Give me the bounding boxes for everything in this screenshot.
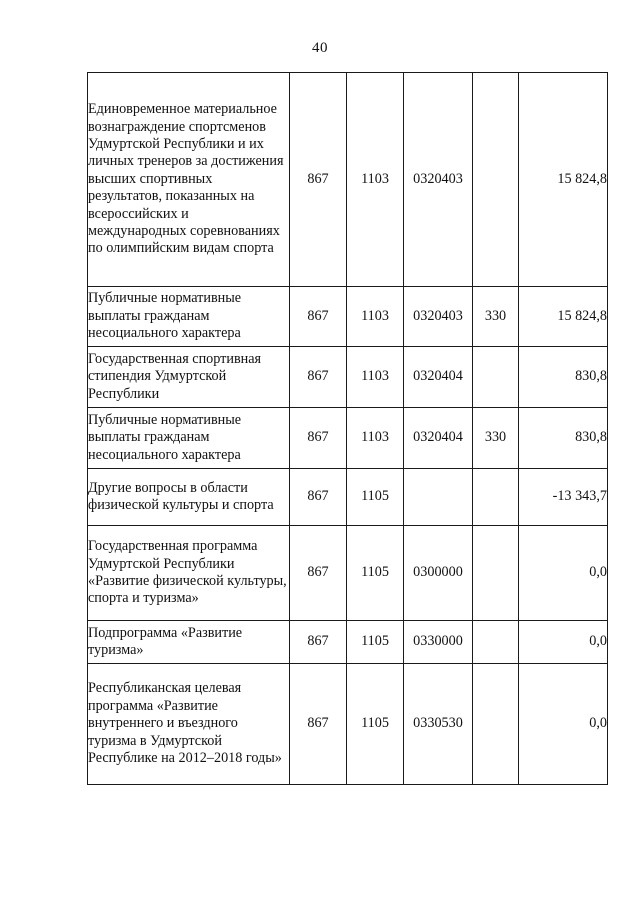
row-section-code: 1103 [347, 73, 404, 287]
row-expense-code [473, 526, 519, 621]
row-amount: 830,8 [519, 408, 608, 469]
table-row [88, 287, 608, 347]
row-target-code: 0330530 [404, 664, 473, 785]
row-amount: 0,0 [519, 621, 608, 664]
row-name: Государственная спортивная стипендия Удмуртской Республики [88, 347, 290, 408]
table-row [88, 621, 608, 664]
row-expense-code [473, 664, 519, 785]
row-admin-code: 867 [290, 469, 347, 526]
row-amount: 830,8 [519, 347, 608, 408]
table-row [88, 526, 608, 621]
row-target-code: 0320404 [404, 347, 473, 408]
row-target-code: 0320403 [404, 287, 473, 347]
row-admin-code: 867 [290, 408, 347, 469]
row-section-code: 1105 [347, 469, 404, 526]
row-admin-code: 867 [290, 347, 347, 408]
row-section-code: 1103 [347, 408, 404, 469]
row-target-code: 0320403 [404, 73, 473, 287]
row-name: Государственная программа Удмуртской Республики «Развитие физической культуры, спорта и туризма» [88, 526, 290, 621]
row-expense-code [473, 73, 519, 287]
row-name: Публичные нормативные выплаты гражданам несоциального характера [88, 287, 290, 347]
row-name: Другие вопросы в области физической культуры и спорта [88, 469, 290, 526]
row-target-code [404, 469, 473, 526]
row-name: Республиканская целевая программа «Развитие внутреннего и въездного туризма в Удмуртской Республике на 2012–2018 годы» [88, 664, 290, 785]
row-section-code: 1103 [347, 287, 404, 347]
page-number: 40 [312, 40, 328, 56]
row-expense-code [473, 469, 519, 526]
row-section-code: 1105 [347, 526, 404, 621]
row-name: Публичные нормативные выплаты гражданам несоциального характера [88, 408, 290, 469]
table-row [88, 469, 608, 526]
row-section-code: 1105 [347, 664, 404, 785]
row-section-code: 1103 [347, 347, 404, 408]
row-target-code: 0320404 [404, 408, 473, 469]
row-admin-code: 867 [290, 664, 347, 785]
row-expense-code: 330 [473, 287, 519, 347]
row-amount: 0,0 [519, 664, 608, 785]
row-expense-code [473, 621, 519, 664]
row-amount: -13 343,7 [519, 469, 608, 526]
table-row [88, 73, 608, 287]
table-row [88, 664, 608, 785]
row-name: Единовременное материальное вознаграждение спортсменов Удмуртской Республики и их личных тренеров за достижения высших спортивных результатов, показанных на всероссийских и международных соревнованиях по олимпийским видам спорта [88, 73, 290, 287]
row-amount: 0,0 [519, 526, 608, 621]
row-target-code: 0330000 [404, 621, 473, 664]
row-admin-code: 867 [290, 526, 347, 621]
row-expense-code: 330 [473, 408, 519, 469]
row-admin-code: 867 [290, 73, 347, 287]
budget-table [87, 72, 608, 785]
row-expense-code [473, 347, 519, 408]
table-row [88, 347, 608, 408]
row-admin-code: 867 [290, 287, 347, 347]
row-section-code: 1105 [347, 621, 404, 664]
row-admin-code: 867 [290, 621, 347, 664]
row-amount: 15 824,8 [519, 287, 608, 347]
row-amount: 15 824,8 [519, 73, 608, 287]
row-name: Подпрограмма «Развитие туризма» [88, 621, 290, 664]
row-target-code: 0300000 [404, 526, 473, 621]
table-row [88, 408, 608, 469]
